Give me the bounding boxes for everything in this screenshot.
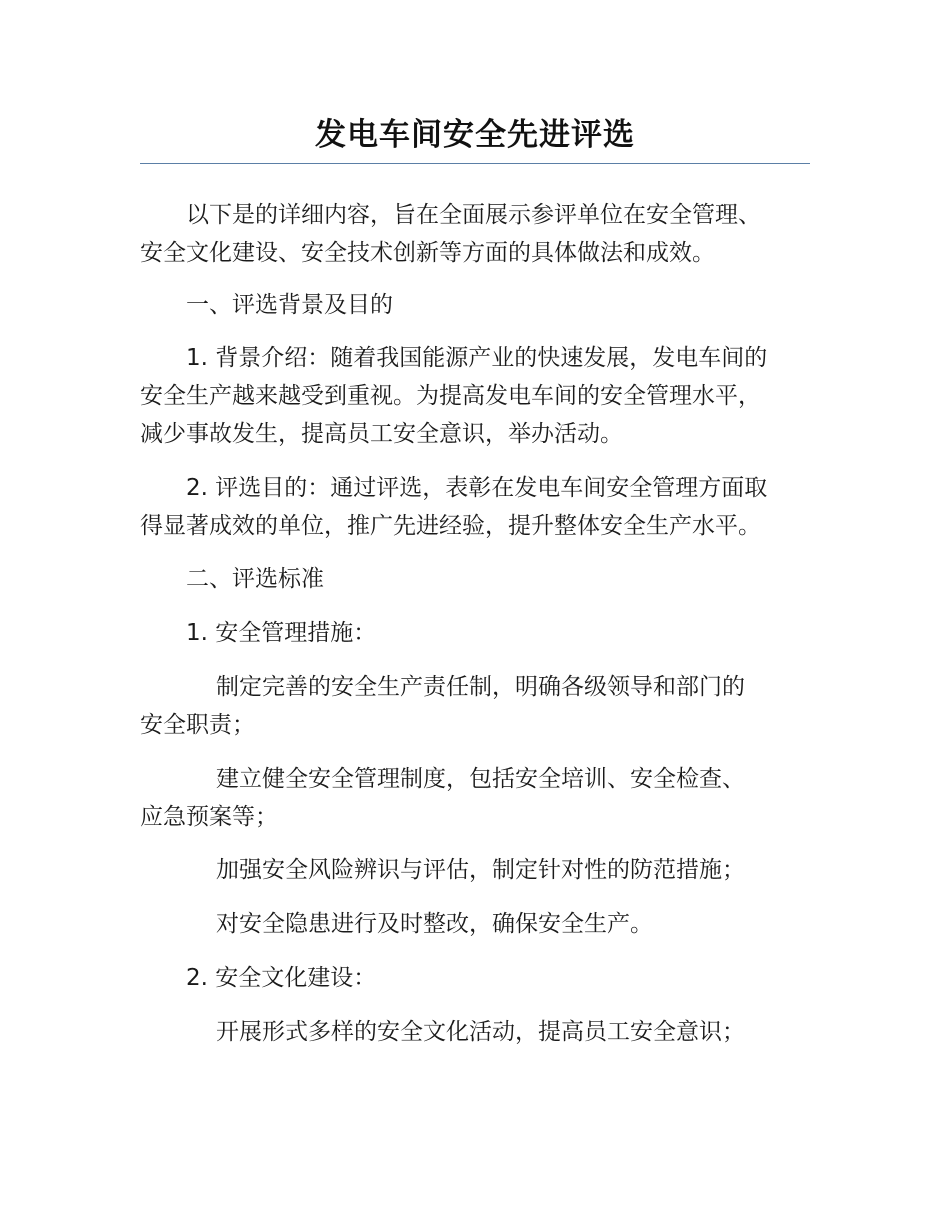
text-line: 1. 背景介绍：随着我国能源产业的快速发展，发电车间的 — [186, 345, 768, 371]
text-line: 安全生产越来越受到重视。为提高发电车间的安全管理水平， — [140, 383, 761, 409]
criteria-item — [140, 1013, 810, 1051]
section-heading-background — [140, 286, 810, 324]
text-line: 得显著成效的单位，推广先进经验，提升整体安全生产水平。 — [140, 513, 761, 539]
subheading-management-measures — [140, 614, 810, 652]
background-paragraph — [140, 339, 810, 453]
text-line: 应急预案等； — [140, 804, 278, 830]
text-line: 减少事故发生，提高员工安全意识，举办活动。 — [140, 421, 623, 447]
title-underline — [140, 163, 810, 164]
text-line: 对安全隐患进行及时整改，确保安全生产。 — [216, 911, 653, 937]
purpose-paragraph — [140, 469, 810, 545]
text-line: 制定完善的安全生产责任制，明确各级领导和部门的 — [216, 674, 745, 700]
criteria-item — [140, 851, 810, 889]
subheading-safety-culture — [140, 959, 810, 997]
text-line: 以下是的详细内容，旨在全面展示参评单位在安全管理、 — [186, 202, 761, 228]
intro-paragraph — [140, 196, 810, 272]
text-line: 安全文化建设、安全技术创新等方面的具体做法和成效。 — [140, 240, 715, 266]
text-line: 建立健全安全管理制度，包括安全培训、安全检查、 — [216, 766, 745, 792]
document-page — [140, 0, 810, 1230]
text-line: 2. 安全文化建设： — [186, 965, 377, 991]
text-line: 二、评选标准 — [186, 566, 324, 592]
text-line: 安全职责； — [140, 712, 255, 738]
text-line: 一、评选背景及目的 — [186, 292, 393, 318]
document-title: 发电车间安全先进评选 — [315, 117, 635, 153]
text-line: 2. 评选目的：通过评选，表彰在发电车间安全管理方面取 — [186, 475, 768, 501]
text-line: 加强安全风险辨识与评估，制定针对性的防范措施； — [216, 857, 745, 883]
section-heading-criteria — [140, 560, 810, 598]
criteria-item — [140, 668, 810, 744]
criteria-item — [140, 905, 810, 943]
criteria-item — [140, 760, 810, 836]
text-line: 开展形式多样的安全文化活动，提高员工安全意识； — [216, 1019, 745, 1045]
text-line: 1. 安全管理措施： — [186, 620, 377, 646]
